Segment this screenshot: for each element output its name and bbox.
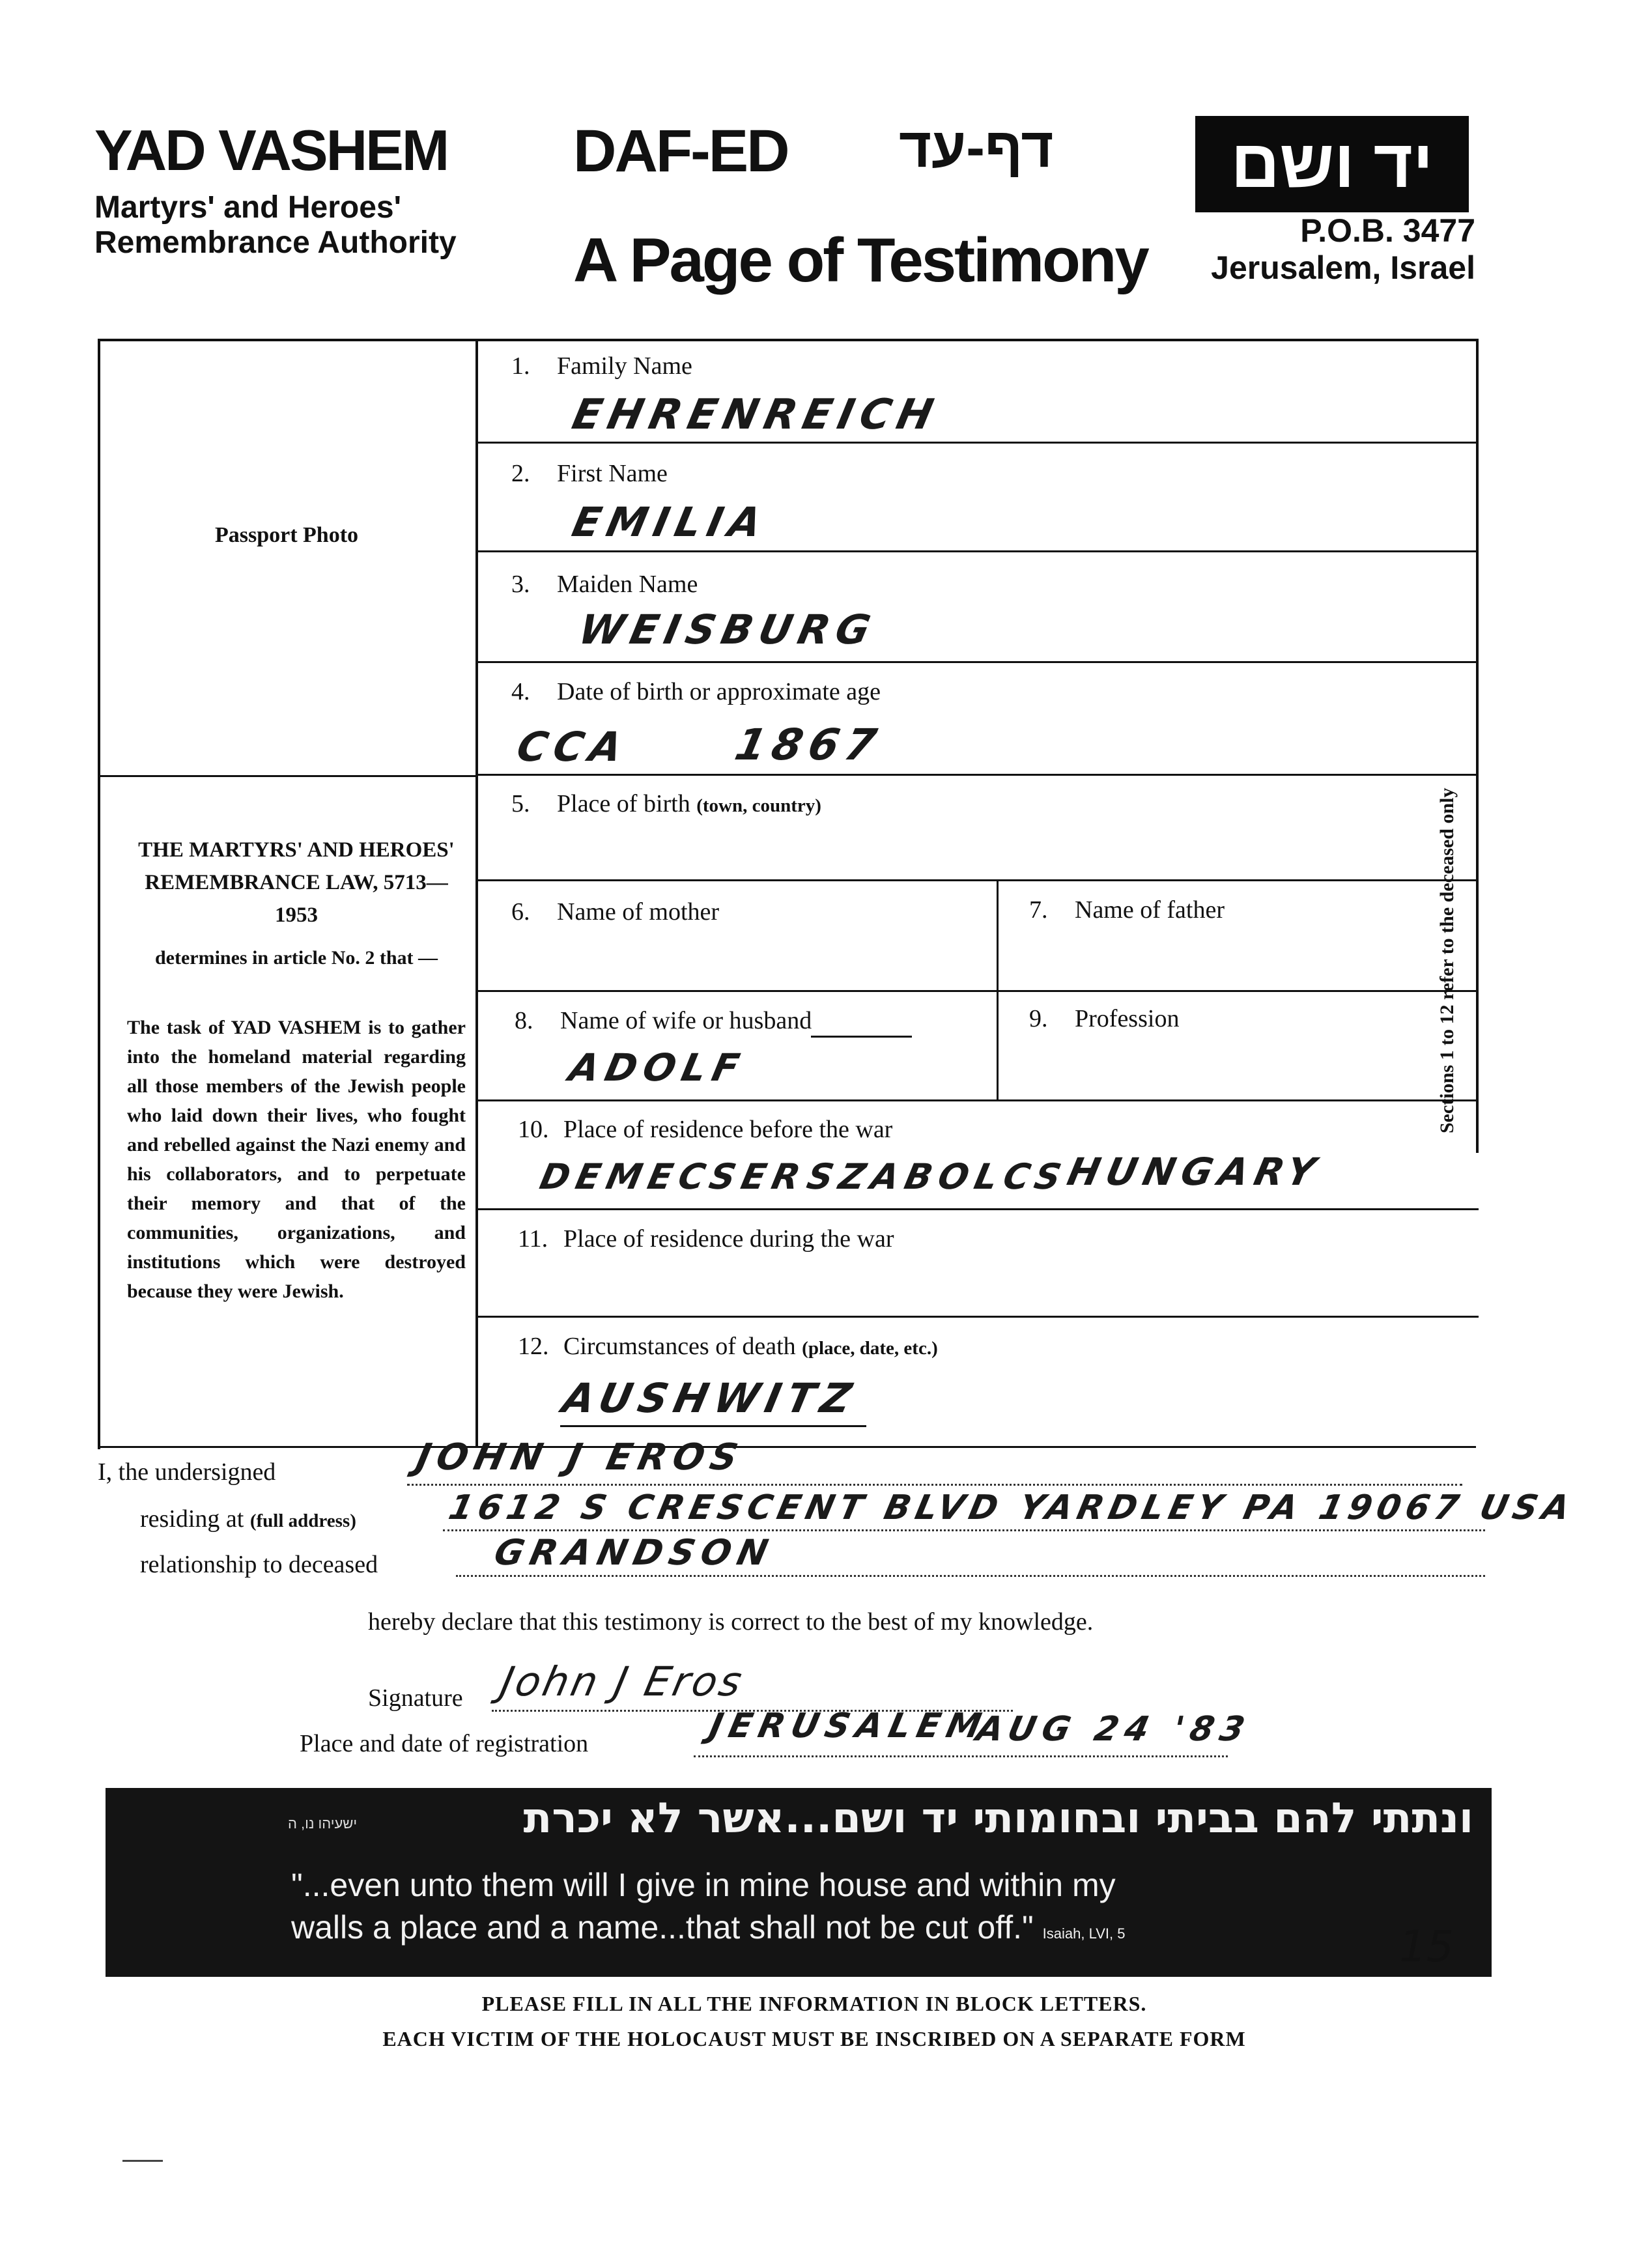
field-family-name-label: 1. Family Name [511,352,692,380]
stray-mark [122,2160,163,2162]
banner-english-line1: "...even unto them will I give in mine house and within my [291,1867,1116,1903]
declaration-statement: hereby declare that this testimony is correct to the best of my knowledge. [368,1608,1094,1636]
field-birth-approx[interactable]: CCA [513,723,633,771]
field-profession-label: 9. Profession [1029,1005,1180,1032]
relationship-label: relationship to deceased [140,1551,378,1578]
relationship-value[interactable]: GRANDSON [490,1532,778,1573]
field-maiden-name-value[interactable]: WEISBURG [574,606,881,653]
dafed-heading: DAF-ED [573,118,788,184]
field-residence-county[interactable]: SZABOLCS [803,1156,1071,1197]
field-spouse-label: 8. Name of wife or husband [515,1007,812,1034]
po-box: P.O.B. 3477 [1300,212,1475,249]
dafed-hebrew-heading: דף-עד [899,117,1054,179]
footer-line2: EACH VICTIM OF THE HOLOCAUST MUST BE INSCRIBED ON A SEPARATE FORM [382,2027,1246,2050]
field-death-label: 12. Circumstances of death (place, date, etc.) [518,1333,938,1360]
residing-label: residing at (full address) [140,1505,356,1533]
yad-vashem-logo: יד ושם [1195,116,1469,212]
law-body: The task of YAD VASHEM is to gather into the homeland material regarding all those members of the Jewish people who laid down their lives, who fought and rebelled against the Nazi enemy and his collaborators, and to perpetuate their memory and that of the communities, organizations, and institutions which were destroyed because they were Jewish. [127,1017,466,1302]
field-birth-date-label: 4. Date of birth or approximate age [511,678,881,705]
field-spouse-value[interactable]: ADOLF [565,1045,750,1090]
banner-hebrew-verse: ונתתי להם בביתי ובחומותי יד ושם...אשר לא יכרת [523,1794,1473,1843]
field-father-label: 7. Name of father [1029,896,1225,924]
field-death-value[interactable]: AUSHWITZ [558,1374,862,1422]
field-first-name-value[interactable]: EMILIA [568,498,773,546]
org-name: YAD VASHEM [94,118,448,182]
footer-line1: PLEASE FILL IN ALL THE INFORMATION IN BLOCK LETTERS. [481,1992,1147,2015]
page-title: A Page of Testimony [573,225,1148,295]
registration-date[interactable]: AUG 24 '83 [972,1710,1255,1749]
residing-value[interactable]: 1612 S CRESCENT BLVD YARDLEY PA 19067 USA [445,1488,1579,1527]
field-residence-during-label: 11. Place of residence during the war [518,1225,894,1253]
law-determines: determines in article No. 2 that — [154,947,438,969]
registration-label: Place and date of registration [300,1730,589,1757]
field-residence-country[interactable]: HUNGARY [1063,1150,1326,1194]
undersigned-value[interactable]: JOHN J EROS [412,1436,748,1479]
passport-photo-area: Passport Photo [214,523,359,547]
org-subtitle: Martyrs' and Heroes' Remembrance Authority [94,190,457,260]
undersigned-label: I, the undersigned [98,1458,276,1486]
banner-english-line2: walls a place and a name...that shall not be cut off." Isaiah, LVI, 5 [291,1909,1126,1946]
banner-hebrew-cite: ישעיהו נו, ה [288,1815,358,1832]
field-residence-before-label: 10. Place of residence before the war [518,1116,893,1143]
field-family-name-value[interactable]: EHRENREICH [568,391,944,439]
page-number: 15 [1399,1921,1454,1972]
city: Jerusalem, Israel [1211,249,1475,286]
registration-place[interactable]: JERUSALEM [705,1707,991,1746]
signature-value[interactable]: John J Eros [496,1658,749,1705]
field-maiden-name-label: 3. Maiden Name [511,571,698,598]
side-note: Sections 1 to 12 refer to the deceased only [1436,787,1458,1133]
field-birth-year[interactable]: 1867 [730,720,887,770]
field-mother-label: 6. Name of mother [511,898,720,926]
field-birth-place-label: 5. Place of birth (town, country) [511,790,821,817]
scripture-banner [106,1788,1492,1977]
field-first-name-label: 2. First Name [511,460,668,487]
law-heading: THE MARTYRS' AND HEROES' REMEMBRANCE LAW, 5713—1953 [138,838,455,927]
signature-label: Signature [368,1684,463,1712]
field-residence-town[interactable]: DEMECSER [536,1156,811,1197]
